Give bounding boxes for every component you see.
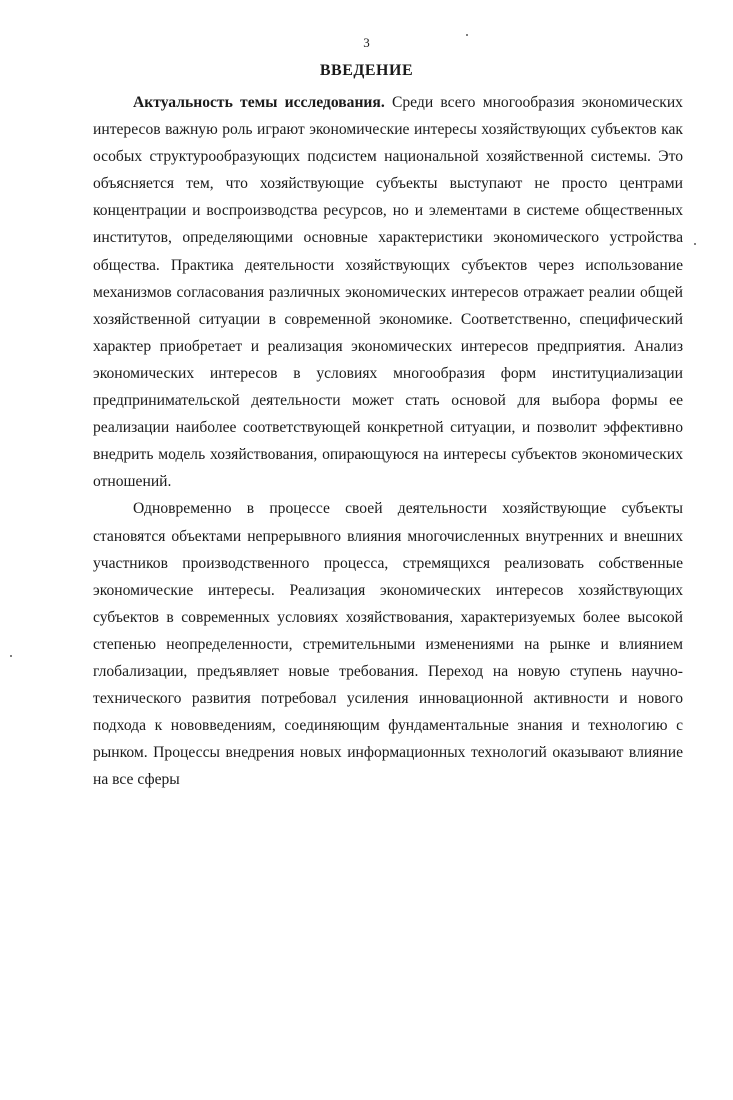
paragraph-1 xyxy=(93,89,683,495)
page-number: 3 xyxy=(363,35,370,50)
paragraph-1-text: Среди всего многообразия экономических интересов важную роль играют экономические интересы хозяйствующих субъектов как особых структурообразующих подсистем национальной хозяйственной системы. Это объясняется тем, что хозяйствующие субъекты выступают не просто центрами концентрации и воспроизводства ресурсов, но и элементами в системе общественных институтов, определяющими основные характеристики экономического устройства общества. Практика деятельности хозяйствующих субъектов через использование механизмов согласования различных экономических интересов отражает реалии общей хозяйственной ситуации в современной экономике. Соответственно, специфический характер приобретает и реализация экономических интересов предприятия. Анализ экономических интересов в условиях многообразия форм институциализации предпринимательской деятельности может стать основой для выбора формы ее реализации наиболее соответствующей конкретной ситуации, и позволит эффективно внедрить модель хозяйствования, опирающуюся на интересы субъектов экономических отношений. xyxy=(93,94,683,491)
paragraph-2 xyxy=(93,495,683,793)
scan-speck xyxy=(10,655,12,657)
body-text xyxy=(93,89,683,793)
scan-speck xyxy=(466,34,468,36)
paragraph-1-lead: Актуальность темы исследования. xyxy=(133,94,385,111)
paragraph-2-text: Одновременно в процессе своей деятельности хозяйствующие субъекты становятся объектами непрерывного влияния многочисленных внутренних и внешних участников производственного процесса, стремящихся реализовать собственные экономические интересы. Реализация экономических интересов хозяйствующих субъектов в современных условиях хозяйствования, характеризуемых более высокой степенью неопределенности, стремительными изменениями на рынке и влиянием глобализации, предъявляет новые требования. Переход на новую ступень научно-технического развития потребовал усиления инновационной активности и нового подхода к нововведениям, соединяющим фундаментальные знания и технологию с рынком. Процессы внедрения новых информационных технологий оказывают влияние на все сферы xyxy=(93,500,683,789)
page-title: ВВЕДЕНИЕ xyxy=(319,62,414,79)
scan-speck xyxy=(694,243,696,245)
